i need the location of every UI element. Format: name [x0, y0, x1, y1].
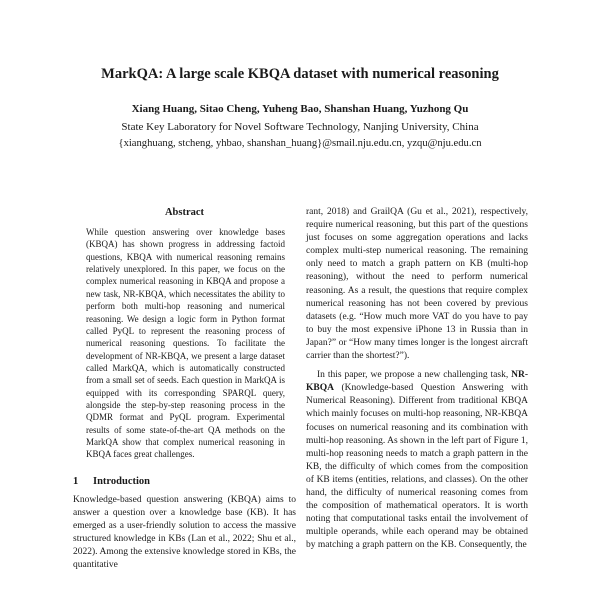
left-column	[73, 206, 296, 572]
author-emails: {xianghuang, stcheng, yhbao, shanshan_huang}@smail.nju.edu.cn, yzqu@nju.edu.cn	[118, 138, 482, 149]
author-affiliation: State Key Laboratory for Novel Software Technology, Nanjing University, China	[121, 121, 479, 133]
section-heading-introduction	[73, 475, 296, 488]
paper-title: MarkQA: A large scale KBQA dataset with numerical reasoning	[101, 66, 499, 82]
section-title: Introduction	[93, 475, 150, 487]
right-column	[306, 206, 528, 552]
body-paragraph-2	[306, 369, 528, 552]
author-list: Xiang Huang, Sitao Cheng, Yuheng Bao, Shanshan Huang, Yuzhong Qu	[131, 103, 469, 115]
section-number: 1	[73, 475, 79, 487]
paragraph-rest: (Knowledge-based Question Answering with Numerical Reasoning). Different from traditional KBQA which mainly focuses on multi-hop reasoning, NR-KBQA focuses on numerical reasoning and its combination with multi-hop reasoning. As shown in the left part of Figure 1, multi-hop reasoning needs to match a graph pattern in the KB, the difficulty of which comes from the composition of KB items (entities, relations, and classes). On the other hand, the difficulty of numerical reasoning comes from the composition of mathematical operators. It is worth noting that computational tasks entail the involvement of multiple operands, while each operand may be obtained by matching a graph pattern on the KB. Consequently, the	[306, 383, 529, 551]
abstract-text: While question answering over knowledge bases (KBQA) has shown progress in addressing factoid questions, KBQA with numerical reasoning remains relatively unexplored. In this paper, we focus on the complex numerical reasoning in KBQA and propose a new task, NR-KBQA, which necessitates the ability to perform both multi-hop reasoning and numerical reasoning. We design a logic form in Python format called PyQL to represent the reasoning process of numerical reasoning questions. To facilitate the development of NR-KBQA, we present a large dataset called MarkQA, which is automatically constructed from a small set of seeds. Each question in MarkQA is equipped with its corresponding SPARQL query, alongside the step-by-step reasoning process in the QDMR format and PyQL program. Experimental results of some state-of-the-art QA methods on the MarkQA show that complex numerical reasoning in KBQA faces great challenges.	[86, 227, 285, 460]
body-paragraph-1: rant, 2018) and GrailQA (Gu et al., 2021), respectively, require numerical reasoning, but this part of the questions just focuses on some aggregation operations and lacks complex multi-step numerical reasoning. The remaining only need to match a graph pattern on KB (multi-hop reasoning), without the need to perform numerical reasoning. As a result, the questions that require complex numerical reasoning has not been covered by previous datasets (e.g. “How much more VAT do you have to pay to buy the most expensive iPhone 13 in Russia than in Japan?” or “How many times longer is the longest aircraft carrier than the shortest?”).	[306, 207, 528, 362]
paragraph-lead: In this paper, we propose a new challenging task,	[317, 370, 509, 381]
task-name: NR-KBQA	[306, 370, 529, 394]
abstract-heading: Abstract	[164, 207, 205, 218]
intro-paragraph: Knowledge-based question answering (KBQA) aims to answer a question over a knowledge base (KB). It has emerged as a user-friendly solution to access the massive structured knowledge in KBs (Lan et al., 2022; Shu et al., 2022). Among the extensive knowledge stored in KBs, the quantitative	[73, 494, 296, 571]
